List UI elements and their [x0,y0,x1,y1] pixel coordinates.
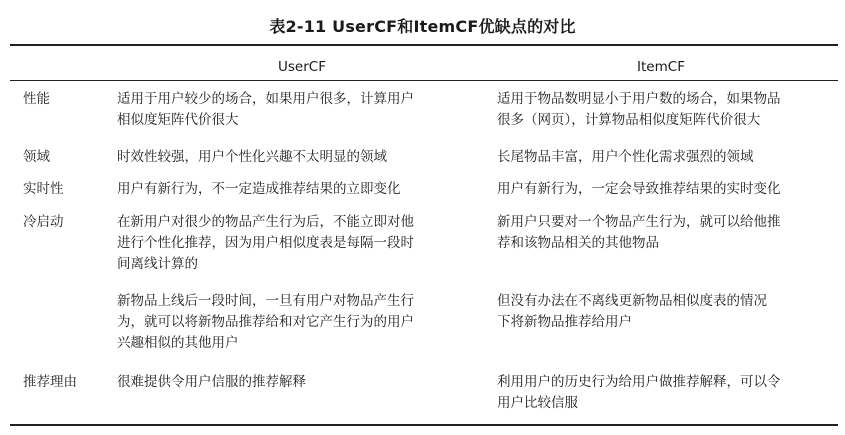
column-header-usercf: UserCF [278,59,326,75]
itemcf-cell-recommendation-reason [497,372,781,414]
cell-line: 长尾物品丰富，用户个性化需求强烈的领域 [497,149,754,165]
usercf-cell-cold-start-users [117,212,414,275]
top-rule [10,44,838,46]
usercf-cell-domain [117,147,387,168]
cell-line: 进行个性化推荐，因为用户相似度表是每隔一段时 [117,235,414,251]
table-caption: 表2-11 UserCF和ItemCF优缺点的对比 [269,17,576,36]
cell-line: 时效性较强，用户个性化兴趣不太明显的领域 [117,149,387,165]
cell-line: 荐和该物品相关的其他物品 [497,235,659,251]
row-label-cold-start: 冷启动 [23,214,64,230]
cell-line: 适用于物品数明显小于用户数的场合，如果物品 [497,91,781,107]
cell-line: 很多（网页），计算物品相似度矩阵代价很大 [497,112,761,128]
itemcf-cell-performance [497,89,781,131]
cell-line: 适用于用户较少的场合，如果用户很多，计算用户 [117,91,414,107]
usercf-cell-performance [117,89,414,131]
cell-line: 间离线计算的 [117,256,198,272]
bottom-rule [10,424,838,426]
cell-line: 下将新物品推荐给用户 [497,314,632,330]
itemcf-cell-cold-start-users [497,212,781,254]
cell-line: 新用户只要对一个物品产生行为，就可以给他推 [497,214,781,230]
row-label-realtime: 实时性 [23,181,64,197]
usercf-cell-recommendation-reason [117,372,306,393]
itemcf-cell-cold-start-items [497,291,767,333]
row-label-performance: 性能 [23,91,50,107]
cell-line: 但没有办法在不离线更新物品相似度表的情况 [497,293,767,309]
header-rule [10,80,838,81]
row-label-domain: 领域 [23,149,50,165]
cell-line: 用户有新行为，不一定造成推荐结果的立即变化 [117,181,401,197]
cell-line: 为，就可以将新物品推荐给和对它产生行为的用户 [117,314,414,330]
usercf-cell-realtime [117,179,401,200]
itemcf-cell-realtime [497,179,781,200]
cell-line: 兴趣相似的其他用户 [117,335,239,351]
cell-line: 用户比较信服 [497,395,578,411]
itemcf-cell-domain [497,147,754,168]
usercf-cell-cold-start-items [117,291,414,354]
cell-line: 利用用户的历史行为给用户做推荐解释，可以令 [497,374,781,390]
cell-line: 相似度矩阵代价很大 [117,112,239,128]
row-label-recommendation-reason: 推荐理由 [23,374,77,390]
cell-line: 用户有新行为，一定会导致推荐结果的实时变化 [497,181,781,197]
column-header-itemcf: ItemCF [637,59,685,75]
cell-line: 在新用户对很少的物品产生行为后，不能立即对他 [117,214,414,230]
cell-line: 很难提供令用户信服的推荐解释 [117,374,306,390]
cell-line: 新物品上线后一段时间，一旦有用户对物品产生行 [117,293,414,309]
